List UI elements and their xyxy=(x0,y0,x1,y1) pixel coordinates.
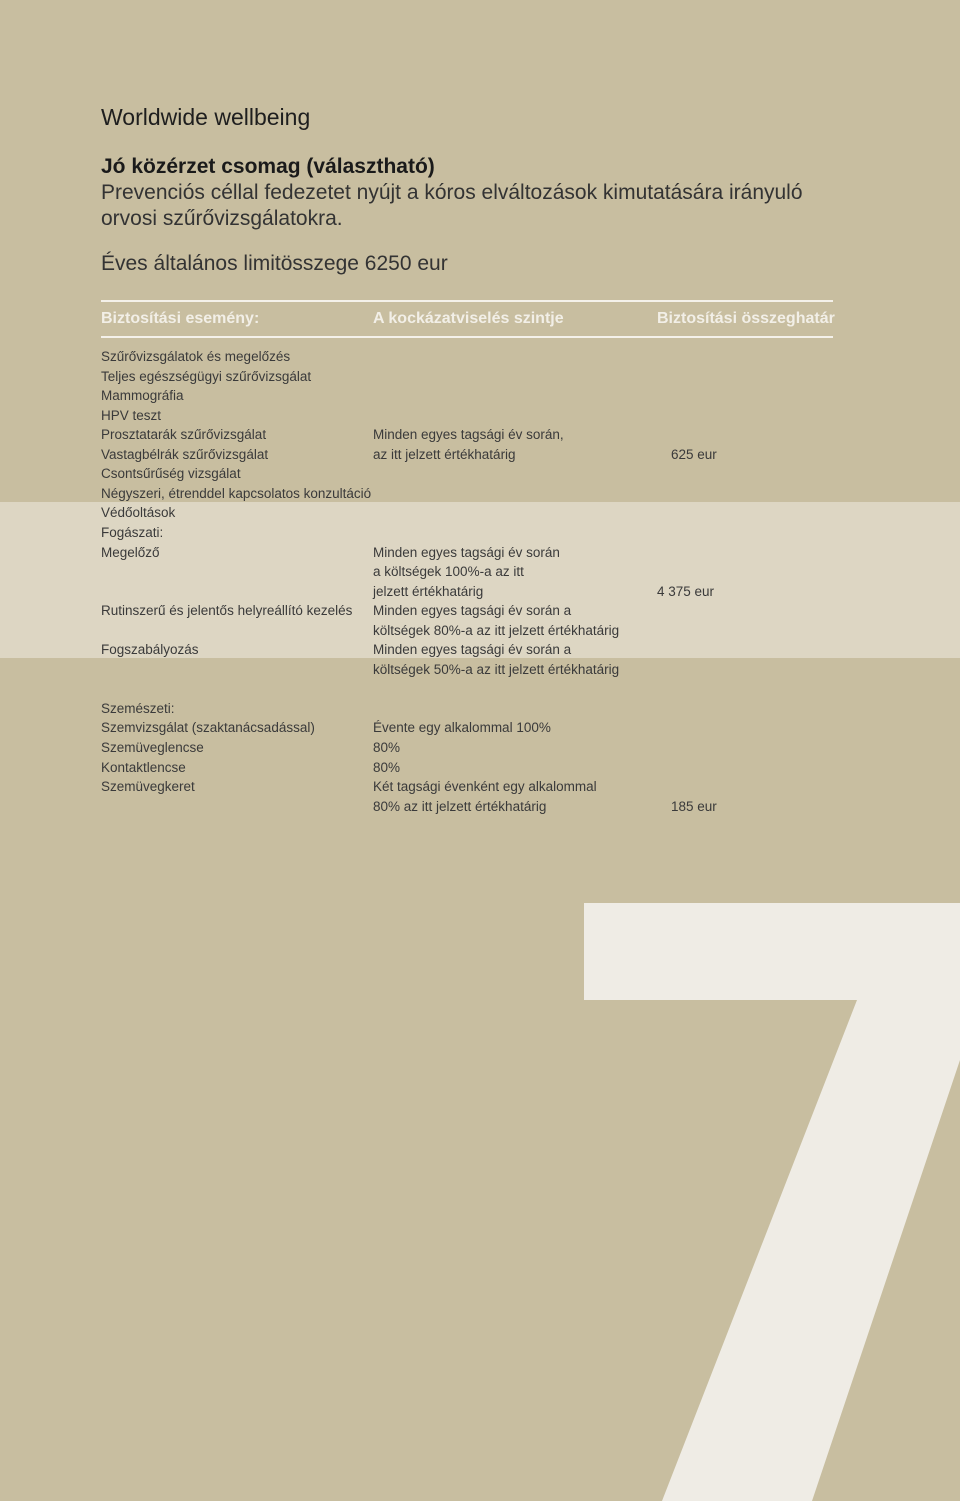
row-event: Prosztatarák szűrővizsgálat xyxy=(101,427,267,443)
row-coverage-level: Minden egyes tagsági év során xyxy=(373,544,560,560)
table-row xyxy=(101,427,861,446)
table-row xyxy=(101,584,861,603)
table-row xyxy=(101,486,861,505)
row-event: Csontsűrűség vizsgálat xyxy=(101,466,241,482)
header-rule-bottom xyxy=(101,336,833,338)
table-row xyxy=(101,545,861,564)
table-row xyxy=(101,349,861,368)
row-event: Fogszabályozás xyxy=(101,642,199,658)
package-description: Prevenciós céllal fedezetet nyújt a kóros elváltozások kimutatására irányuló orvosi szűrővizsgálatokra. xyxy=(101,181,803,230)
row-event: Szemüveglencse xyxy=(101,740,204,755)
header-sum-limit: Biztosítási összeghatár xyxy=(657,310,835,327)
row-coverage-level: jelzett értékhatárig xyxy=(373,583,484,599)
row-coverage-level: költségek 50%-a az itt jelzett értékhatárig xyxy=(373,661,620,677)
table-row xyxy=(101,623,861,642)
table-row xyxy=(101,369,861,388)
table-row xyxy=(101,642,861,661)
table-row xyxy=(101,388,861,407)
row-event: Szemvizsgálat (szaktanácsadással) xyxy=(101,720,315,736)
header-coverage-level: A kockázatviselés szintje xyxy=(373,310,564,327)
row-event: Kontaktlencse xyxy=(101,759,186,775)
table-row xyxy=(101,505,861,524)
table-row xyxy=(101,681,861,700)
table-row xyxy=(101,603,861,622)
section-title: Worldwide wellbeing xyxy=(101,104,311,130)
annual-limit: Éves általános limitösszege 6250 eur xyxy=(101,252,448,275)
row-coverage-level: Minden egyes tagsági év során a xyxy=(373,642,572,658)
row-coverage-level: Évente egy alkalommal 100% xyxy=(373,720,551,736)
row-event: Négyszeri, étrenddel kapcsolatos konzultáció xyxy=(101,485,372,501)
row-event: Teljes egészségügyi szűrővizsgálat xyxy=(101,368,312,384)
table-row xyxy=(101,447,861,466)
package-title: Jó közérzet csomag (választható) xyxy=(101,155,435,178)
row-sum-limit: 4 375 eur xyxy=(657,583,715,599)
row-event: Szemészeti: xyxy=(101,700,175,716)
row-event: Mammográfia xyxy=(101,388,184,404)
table-row xyxy=(101,662,861,681)
table-row xyxy=(101,740,861,759)
row-coverage-level: Minden egyes tagsági év során, xyxy=(373,427,564,443)
row-coverage-level: a költségek 100%-a az itt xyxy=(373,564,524,580)
table-row xyxy=(101,466,861,485)
header-rule-top xyxy=(101,300,833,302)
table-row xyxy=(101,799,861,818)
row-event: Szemüvegkeret xyxy=(101,779,195,795)
table-row xyxy=(101,720,861,739)
row-coverage-level: az itt jelzett értékhatárig xyxy=(373,446,516,462)
row-event: Védőoltások xyxy=(101,505,176,521)
row-event: Fogászati: xyxy=(101,524,164,540)
row-coverage-level: 80% xyxy=(373,740,401,755)
row-coverage-level: Két tagsági évenként egy alkalommal xyxy=(373,779,597,795)
row-coverage-level: 80% az itt jelzett értékhatárig xyxy=(373,798,547,814)
table-row xyxy=(101,408,861,427)
row-event: Rutinszerű és jelentős helyreállító kezelés xyxy=(101,603,353,619)
row-sum-limit: 625 eur xyxy=(671,446,717,462)
row-event: Vastagbélrák szűrővizsgálat xyxy=(101,446,269,462)
row-event: HPV teszt xyxy=(101,407,162,423)
header-event: Biztosítási esemény: xyxy=(101,310,260,327)
table-row xyxy=(101,760,861,779)
row-coverage-level: 80% xyxy=(373,759,401,775)
table-row xyxy=(101,701,861,720)
table-row xyxy=(101,779,861,798)
row-event: Megelőző xyxy=(101,544,160,560)
row-event: Szűrővizsgálatok és megelőzés xyxy=(101,349,291,364)
row-sum-limit: 185 eur xyxy=(671,798,717,814)
row-coverage-level: költségek 80%-a az itt jelzett értékhatárig xyxy=(373,622,620,638)
table-row xyxy=(101,525,861,544)
row-coverage-level: Minden egyes tagsági év során a xyxy=(373,603,572,619)
table-row xyxy=(101,564,861,583)
